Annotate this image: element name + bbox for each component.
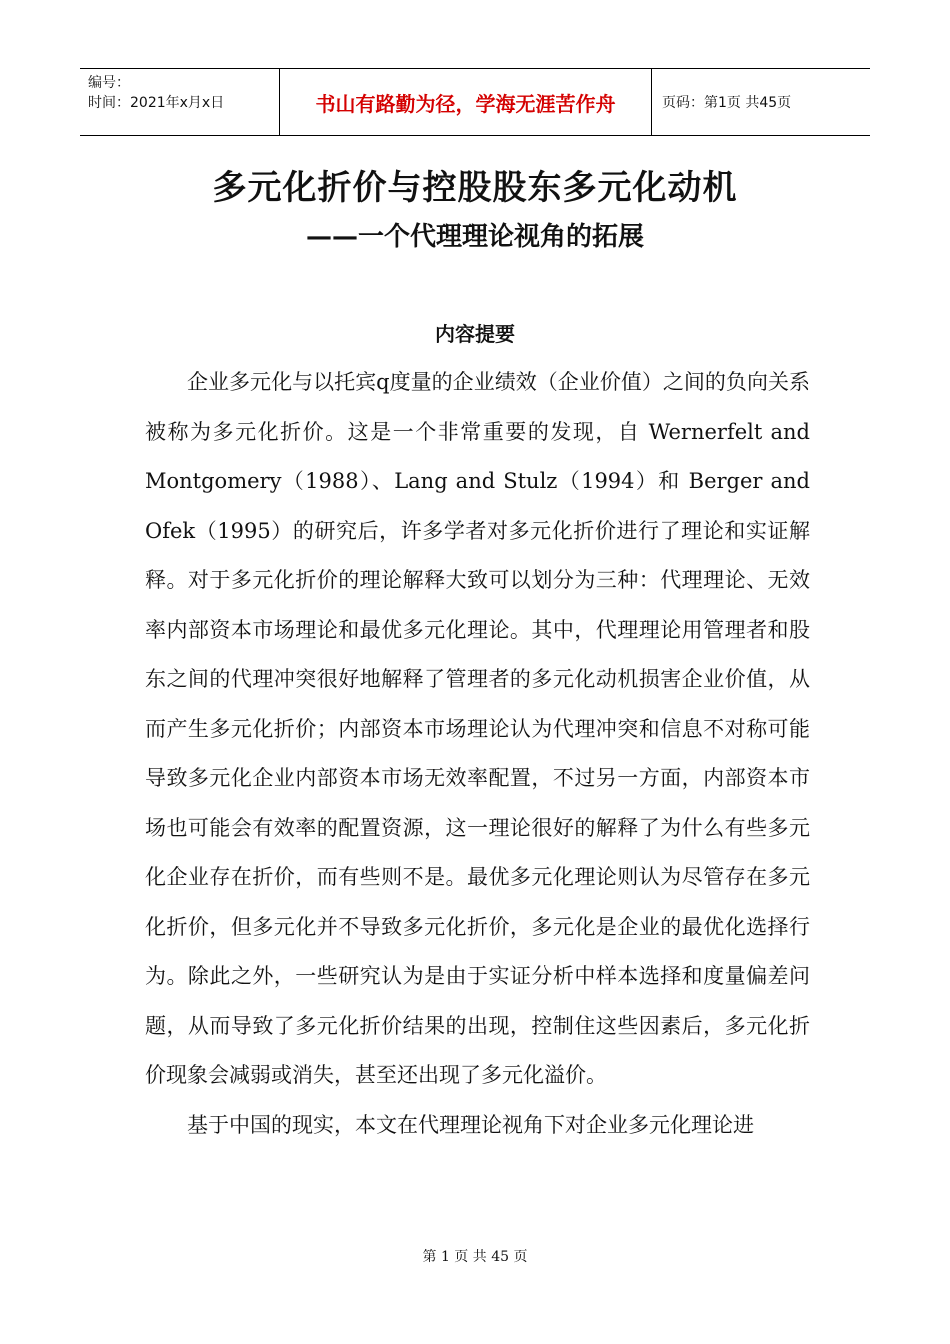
abstract-body [145,358,810,1150]
header-motto: 书山有路勤为径，学海无涯苦作舟 [280,69,652,135]
abstract-paragraph-1: 企业多元化与以托宾q度量的企业绩效（企业价值）之间的负向关系被称为多元化折价。这是一个非常重要的发现，自 Wernerfelt and Montgomery（1988）、Lang and Stulz（1994）和 Berger and Ofek（1995）的研究后，许多学者对多元化折价进行了理论和实证解释。对于多元化折价的理论解释大致可以划分为三种：代理理论、无效率内部资本市场理论和最优多元化理论。其中，代理理论用管理者和股东之间的代理冲突很好地解释了管理者的多元化动机损害企业价值，从而产生多元化折价；内部资本市场理论认为代理冲突和信息不对称可能导致多元化企业内部资本市场无效率配置，不过另一方面，内部资本市场也可能会有效率的配置资源，这一理论很好的解释了为什么有些多元化企业存在折价，而有些则不是。最优多元化理论则认为尽管存在多元化折价，但多元化并不导致多元化折价，多元化是企业的最优化选择行为。除此之外，一些研究认为是由于实证分析中样本选择和度量偏差问题，从而导致了多元化折价结果的出现，控制住这些因素后，多元化折价现象会减弱或消失，甚至还出现了多元化溢价。 [145,370,810,1087]
abstract-paragraph-2: 基于中国的现实，本文在代理理论视角下对企业多元化理论进 [187,1112,754,1137]
header-meta [80,69,280,135]
header-page-info: 页码：第1页 共45页 [662,95,792,111]
document-number-label: 编号： [88,75,130,91]
document-date: 时间：2021年x月x日 [88,95,225,111]
abstract-heading: 内容提要 [435,322,515,346]
document-title: 多元化折价与控股股东多元化动机 [212,168,738,208]
page-footer: 第 1 页 共 45 页 [422,1249,528,1265]
page-header [80,68,870,136]
document-subtitle: ——一个代理理论视角的拓展 [305,222,644,252]
